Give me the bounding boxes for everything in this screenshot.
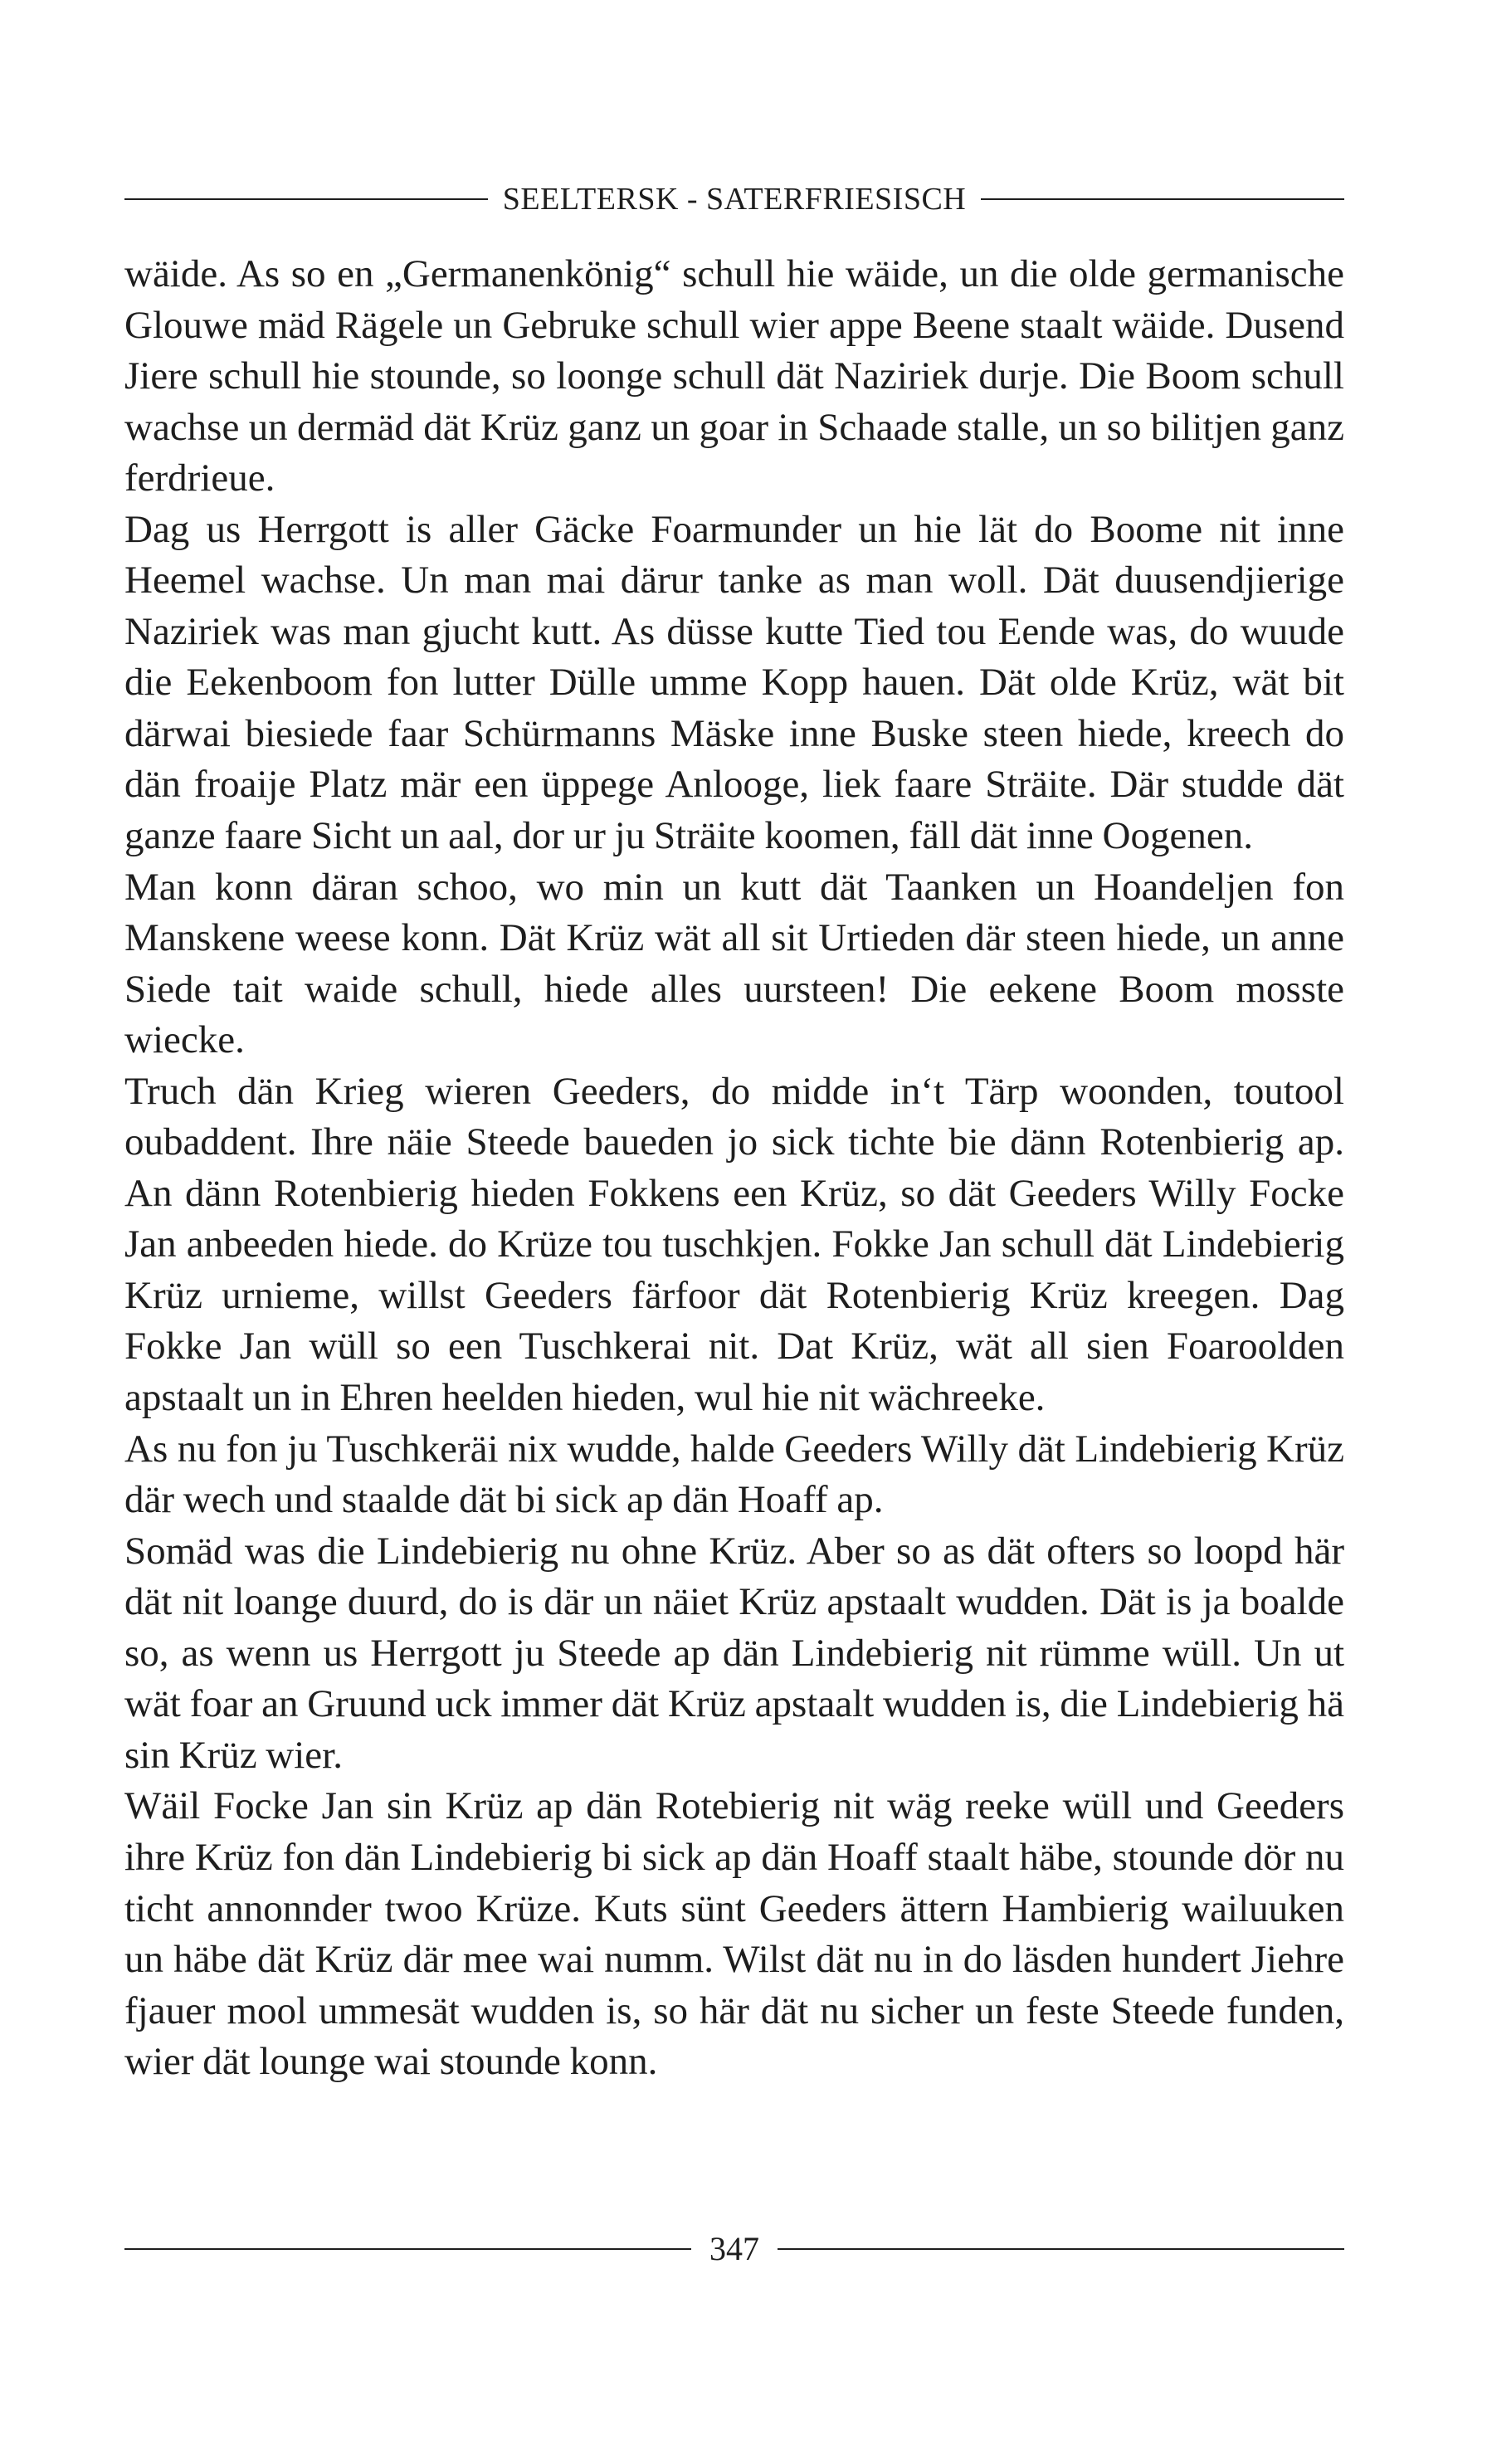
paragraph-3: Man konn däran schoo, wo min un kutt dät Taanken un Hoandeljen fon Manskene weese konn. Dät Krüz wät all sit Urtieden där steen hiede, un anne Siede tait waide schull, hiede alles uursteen! Die eekene Boom mosste wiecke. [124,865,1344,1062]
page-number: 347 [709,2230,759,2267]
page-footer [124,2224,1344,2274]
footer-rule-right [778,2248,1344,2250]
paragraph-1: wäide. As so en „Germanenkönig“ schull hie wäide, un die olde germanische Glouwe mäd Rägele un Gebruke schull wier appe Beene staalt wäide. Dusend Jiere schull hie stounde, so loonge schull dät Naziriek durje. Die Boom schull wachse un dermäd dät Krüz ganz un goar in Schaade stalle, un so bilitjen ganz ferdrieue. [124,252,1344,500]
header-rule-left [124,198,488,200]
footer-rule-left [124,2248,691,2250]
paragraph-4: Truch dän Krieg wieren Geeders, do midde in‘t Tärp woonden, toutool oubaddent. Ihre näie Steede baueden jo sick tichte bie dänn Rotenbierig ap. An dänn Rotenbierig hieden Fokkens een Krüz, so dät Geeders Willy Focke Jan anbeeden hiede. do Krüze tou tuschkjen. Fokke Jan schull dät Lindebierig Krüz urnieme, willst Geeders färfoor dät Rotenbierig Krüz kreegen. Dag Fokke Jan wüll so een Tuschkerai nit. Dat Krüz, wät all sien Foaroolden apstaalt un in Ehren heelden hieden, wul hie nit wächreeke. [124,1069,1344,1420]
paragraph-6: Somäd was die Lindebierig nu ohne Krüz. Aber so as dät ofters so loopd här dät nit loange duurd, do is där un näiet Krüz apstaalt wudden. Dät is ja boalde so, as wenn us Herrgott ju Steede ap dän Lindebierig nit rümme wüll. Un ut wät foar an Gruund uck immer dät Krüz apstaalt wudden is, die Lindebierig hä sin Krüz wier. [124,1529,1344,1777]
paragraph-7: Wäil Focke Jan sin Krüz ap dän Rotebierig nit wäg reeke wüll und Geeders ihre Krüz fon dän Lindebierig bi sick ap dän Hoaff staalt häbe, stounde dör nu ticht annonnder twoo Krüze. Kuts sünt Geeders ättern Hambierig wailuuken un häbe dät Krüz där mee wai numm. Wilst dät nu in do läsden hundert Jiehre fjauer mool ummesät wudden is, so här dät nu sicher un feste Steede funden, wier dät lounge wai stounde konn. [124,1784,1344,2084]
header-rule-right [981,198,1344,200]
paragraph-5: As nu fon ju Tuschkeräi nix wudde, halde Geeders Willy dät Lindebierig Krüz där wech und staalde dät bi sick ap dän Hoaff ap. [124,1427,1344,1522]
running-head-title: SEELTERSK - SATERFRIESISCH [502,182,967,217]
running-head [124,176,1344,222]
paragraph-2: Dag us Herrgott is aller Gäcke Foarmunder un hie lät do Boome nit inne Heemel wachse. Un man mai därur tanke as man woll. Dät duusendjierige Naziriek was man gjucht kutt. As düsse kutte Tied tou Eende was, do wuude die Eekenboom fon lutter Dülle umme Kopp hauen. Dät olde Krüz, wät bit därwai biesiede faar Schürmanns Mäske inne Buske steen hiede, kreech do dän froaije Platz mär een üppege Anlooge, liek faare Sträite. Där studde dät ganze faare Sicht un aal, dor ur ju Sträite koomen, fäll dät inne Oogenen. [124,507,1344,858]
body-text [124,249,1344,2088]
